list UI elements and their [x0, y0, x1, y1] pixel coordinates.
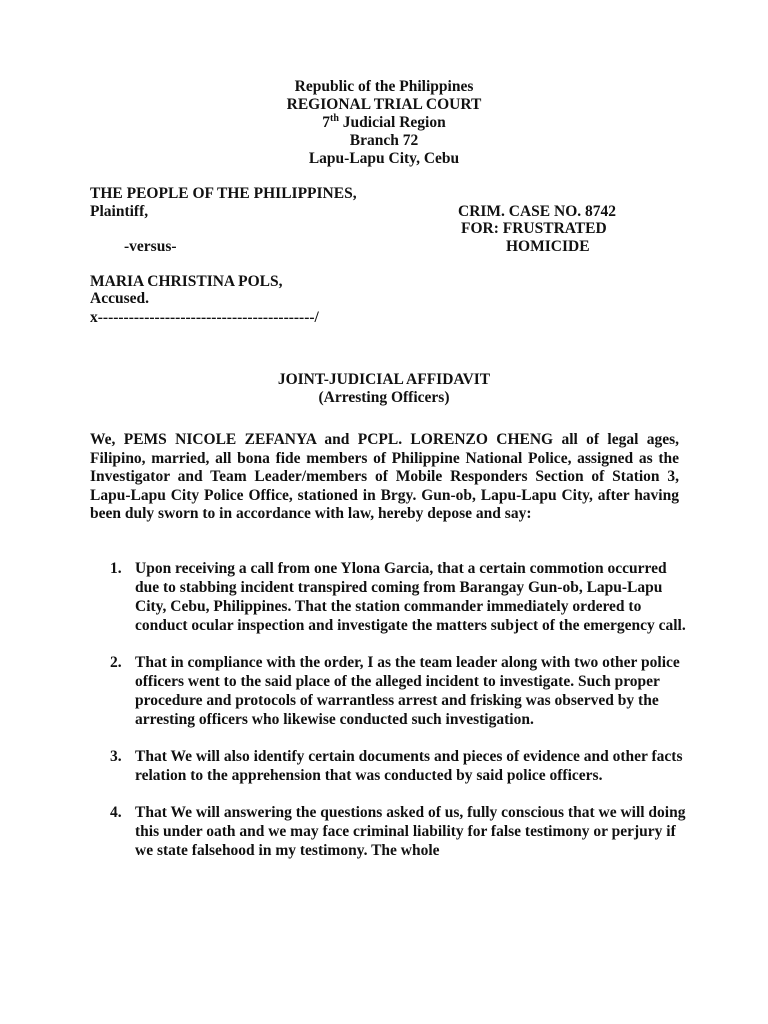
- list-item: [90, 653, 690, 729]
- list-item: [90, 803, 690, 860]
- caption-versus: -versus-: [124, 238, 177, 255]
- region-number: 7: [322, 114, 331, 131]
- caption-plaintiff: Plaintiff,: [90, 203, 149, 220]
- case-number: CRIM. CASE NO. 8742: [458, 203, 617, 220]
- case-for-label: FOR: FRUSTRATED: [461, 220, 607, 237]
- region-ordinal: th: [330, 113, 339, 124]
- caption-accused: Accused.: [90, 290, 149, 307]
- header-court: REGIONAL TRIAL COURT: [286, 96, 482, 113]
- court-header: [0, 78, 768, 168]
- item-number: 2.: [110, 654, 122, 671]
- item-number: 4.: [110, 804, 122, 821]
- caption-people: THE PEOPLE OF THE PHILIPPINES,: [90, 185, 357, 202]
- intro-paragraph: We, PEMS NICOLE ZEFANYA and PCPL. LORENZO CHENG all of legal ages, Filipino, married, all bona fide members of Philippine National Police, assigned as the Investigator and Team Leader/members of Mobile Responders Section of Station 3, Lapu-Lapu City Police Office, stationed in Brgy. Gun-ob, Lapu-Lapu City, after having been duly sworn to in accordance with law, hereby depose and say:: [90, 431, 679, 523]
- item-number: 1.: [110, 560, 122, 577]
- accused-name: MARIA CHRISTINA POLS,: [90, 273, 283, 290]
- affidavit-title: [0, 371, 768, 407]
- region-text: Judicial Region: [338, 114, 446, 131]
- header-republic: Republic of the Philippines: [294, 78, 474, 95]
- item-text: That We will answering the questions asked of us, fully conscious that we will doing this under oath and we may face criminal liability for false testimony or perjury if we state falsehood in my testimony. The whole: [135, 804, 686, 859]
- item-text: Upon receiving a call from one Ylona Garcia, that a certain commotion occurred due to stabbing incident transpired coming from Barangay Gun-ob, Lapu-Lapu City, Cebu, Philippines. That the station commander immediately ordered to conduct ocular inspection and investigate the matters subject of the emergency call.: [135, 560, 686, 634]
- title-sub: (Arresting Officers): [318, 389, 450, 406]
- list-item: [90, 747, 690, 785]
- header-branch: Branch 72: [349, 132, 419, 149]
- item-number: 3.: [110, 748, 122, 765]
- header-region: [0, 114, 768, 132]
- title-main: JOINT-JUDICIAL AFFIDAVIT: [277, 371, 491, 388]
- numbered-list: [90, 559, 690, 878]
- item-text: That in compliance with the order, I as the team leader along with two other police officers went to the said place of the alleged incident to investigate. Such proper procedure and protocols of warrantless arrest and frisking was observed by the arresting officers who likewise conducted such investigation.: [135, 654, 680, 728]
- caption-separator: x------------------------------------------/: [90, 309, 319, 326]
- case-offense: HOMICIDE: [506, 238, 590, 255]
- header-city: Lapu-Lapu City, Cebu: [308, 150, 460, 167]
- list-item: [90, 559, 690, 635]
- item-text: That We will also identify certain documents and pieces of evidence and other facts relation to the apprehension that was conducted by said police officers.: [135, 748, 683, 784]
